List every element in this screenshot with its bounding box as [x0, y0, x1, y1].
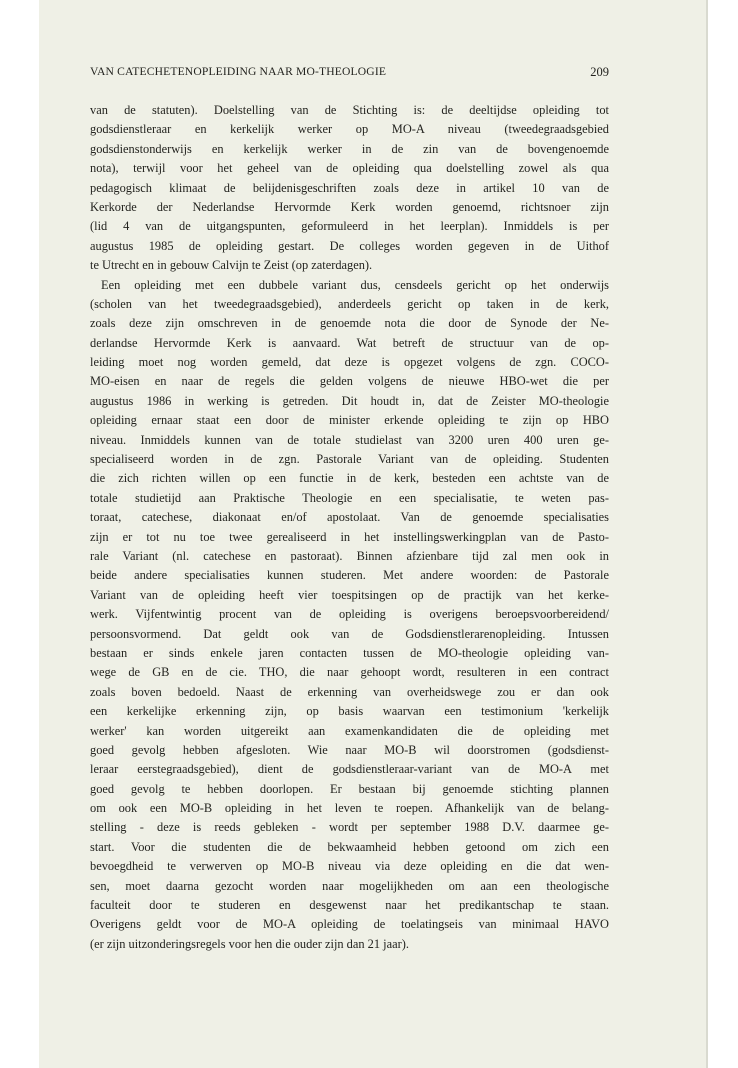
text-line: MO-eisen en naar de regels die gelden volgens de nieuwe HBO-wet die per: [90, 374, 609, 389]
running-title: VAN CATECHETENOPLEIDING NAAR MO-THEOLOGIE: [90, 65, 387, 78]
text-line: niveau. Inmiddels kunnen van de totale studielast van 3200 uren 400 uren ge-: [90, 432, 609, 447]
text-line: godsdienstleraar en kerkelijk werker op MO-A niveau (tweedegraadsgebied: [90, 122, 609, 137]
text-line: zoals boven bedoeld. Naast de erkenning van overheidswege zou er dan ook: [90, 684, 609, 699]
page-number: 209: [590, 65, 609, 79]
text-line: specialiseerd worden in de zgn. Pastorale Variant van de opleiding. Studenten: [90, 452, 609, 467]
text-line: opleiding ernaar staat een door de minister erkende opleiding te zijn op HBO: [90, 413, 609, 428]
text-line: start. Voor die studenten die de bekwaamheid hebben getoond om zich een: [90, 839, 609, 854]
text-line: Kerkorde der Nederlandse Hervormde Kerk worden genoemd, richtsnoer zijn: [90, 199, 609, 214]
text-line: die zich richten willen op een functie in de kerk, besteden een achtste van de: [90, 471, 609, 486]
text-line: goed gevolg te hebben doorlopen. Er bestaan bij genoemde stichting plannen: [90, 781, 609, 796]
text-line: (lid 4 van de uitgangspunten, geformuleerd in het leerplan). Inmiddels is per: [90, 219, 609, 234]
text-line: wege de GB en de cie. THO, die naar gehoopt wordt, resulteren in een contract: [90, 665, 609, 680]
text-line: godsdienstonderwijs en kerkelijk werker in de zin van de bovengenoemde: [90, 141, 609, 156]
text-line: beide andere specialisaties kunnen studeren. Met andere woorden: de Pastorale: [90, 568, 609, 583]
text-line: stelling - deze is reeds gebleken - wordt per september 1988 D.V. daarmee ge-: [90, 820, 609, 835]
text-line: zoals deze zijn omschreven in de genoemde nota die door de Synode der Ne-: [90, 316, 609, 331]
text-line: persoonsvormend. Dat geldt ook van de Godsdienstlerarenopleiding. Intussen: [90, 626, 609, 641]
text-line: te Utrecht en in gebouw Calvijn te Zeist (op zaterdagen).: [90, 258, 373, 273]
text-line: rale Variant (nl. catechese en pastoraat). Binnen afzienbare tijd zal men ook in: [90, 548, 609, 563]
text-line: Een opleiding met een dubbele variant dus, censdeels gericht op het onderwijs: [101, 277, 609, 292]
text-line: Variant van de opleiding heeft vier toespitsingen op de practijk van het kerke-: [90, 587, 609, 602]
text-line: faculteit door te studeren en desgewenst naar het predikantschap te staan.: [90, 898, 609, 913]
text-line: werker' kan worden uitgereikt aan examenkandidaten die de opleiding met: [90, 723, 609, 738]
text-line: bestaan er sinds enkele jaren contacten tussen de MO-theologie opleiding van-: [90, 645, 609, 660]
text-line: zijn er tot nu toe twee gerealiseerd in het instellingswerkingplan van de Pasto-: [90, 529, 609, 544]
text-line: augustus 1985 de opleiding gestart. De colleges worden gegeven in de Uithof: [90, 238, 609, 253]
text-line: Overigens geldt voor de MO-A opleiding de toelatingseis van minimaal HAVO: [90, 917, 609, 932]
running-head: [90, 65, 609, 87]
text-line: toraat, catechese, diakonaat en/of apostolaat. Van de genoemde specialisaties: [90, 510, 609, 525]
text-line: pedagogisch klimaat de belijdenisgeschriften zoals deze in artikel 10 van de: [90, 180, 609, 195]
text-line: totale studietijd aan Praktische Theologie en een specialisatie, te weten pas-: [90, 490, 609, 505]
text-line: een kerkelijke erkenning zijn, op basis waarvan een testimonium 'kerkelijk: [90, 704, 609, 719]
text-line: leiding moet nog worden gemeld, dat deze is opgezet volgens de zgn. COCO-: [90, 355, 609, 370]
text-line: goed gevolg hebben afgesloten. Wie naar MO-B wil doorstromen (godsdienst-: [90, 742, 609, 757]
text-line: augustus 1986 in werking is getreden. Dit houdt in, dat de Zeister MO-theologie: [90, 393, 609, 408]
text-line: (scholen van het tweedegraadsgebied), anderdeels gericht op taken in de kerk,: [90, 296, 609, 311]
text-line: bevoegdheid te verwerven op MO-B niveau via deze opleiding en die dat wen-: [90, 859, 609, 874]
text-line: van de statuten). Doelstelling van de Stichting is: de deeltijdse opleiding tot: [90, 103, 609, 117]
text-line: derlandse Hervormde Kerk is aanvaard. Wat betreft de structuur van de op-: [90, 335, 609, 350]
text-line: sen, moet daarna gezocht worden naar mogelijkheden om aan een theologische: [90, 878, 609, 893]
text-line: nota), terwijl voor het geheel van de opleiding qua doelstelling zowel als qua: [90, 161, 609, 176]
text-line: leraar eerstegraadsgebied), dient de godsdienstleraar-variant van de MO-A met: [90, 762, 609, 777]
text-line: (er zijn uitzonderingsregels voor hen die ouder zijn dan 21 jaar).: [90, 936, 409, 951]
body-text: [90, 101, 609, 954]
page-edge-shadow: [706, 0, 708, 1068]
text-line: om ook een MO-B opleiding in het leven te roepen. Afhankelijk van de belang-: [90, 801, 609, 816]
text-line: werk. Vijfentwintig procent van de opleiding is overigens beroepsvoorbereidend/: [90, 607, 609, 622]
